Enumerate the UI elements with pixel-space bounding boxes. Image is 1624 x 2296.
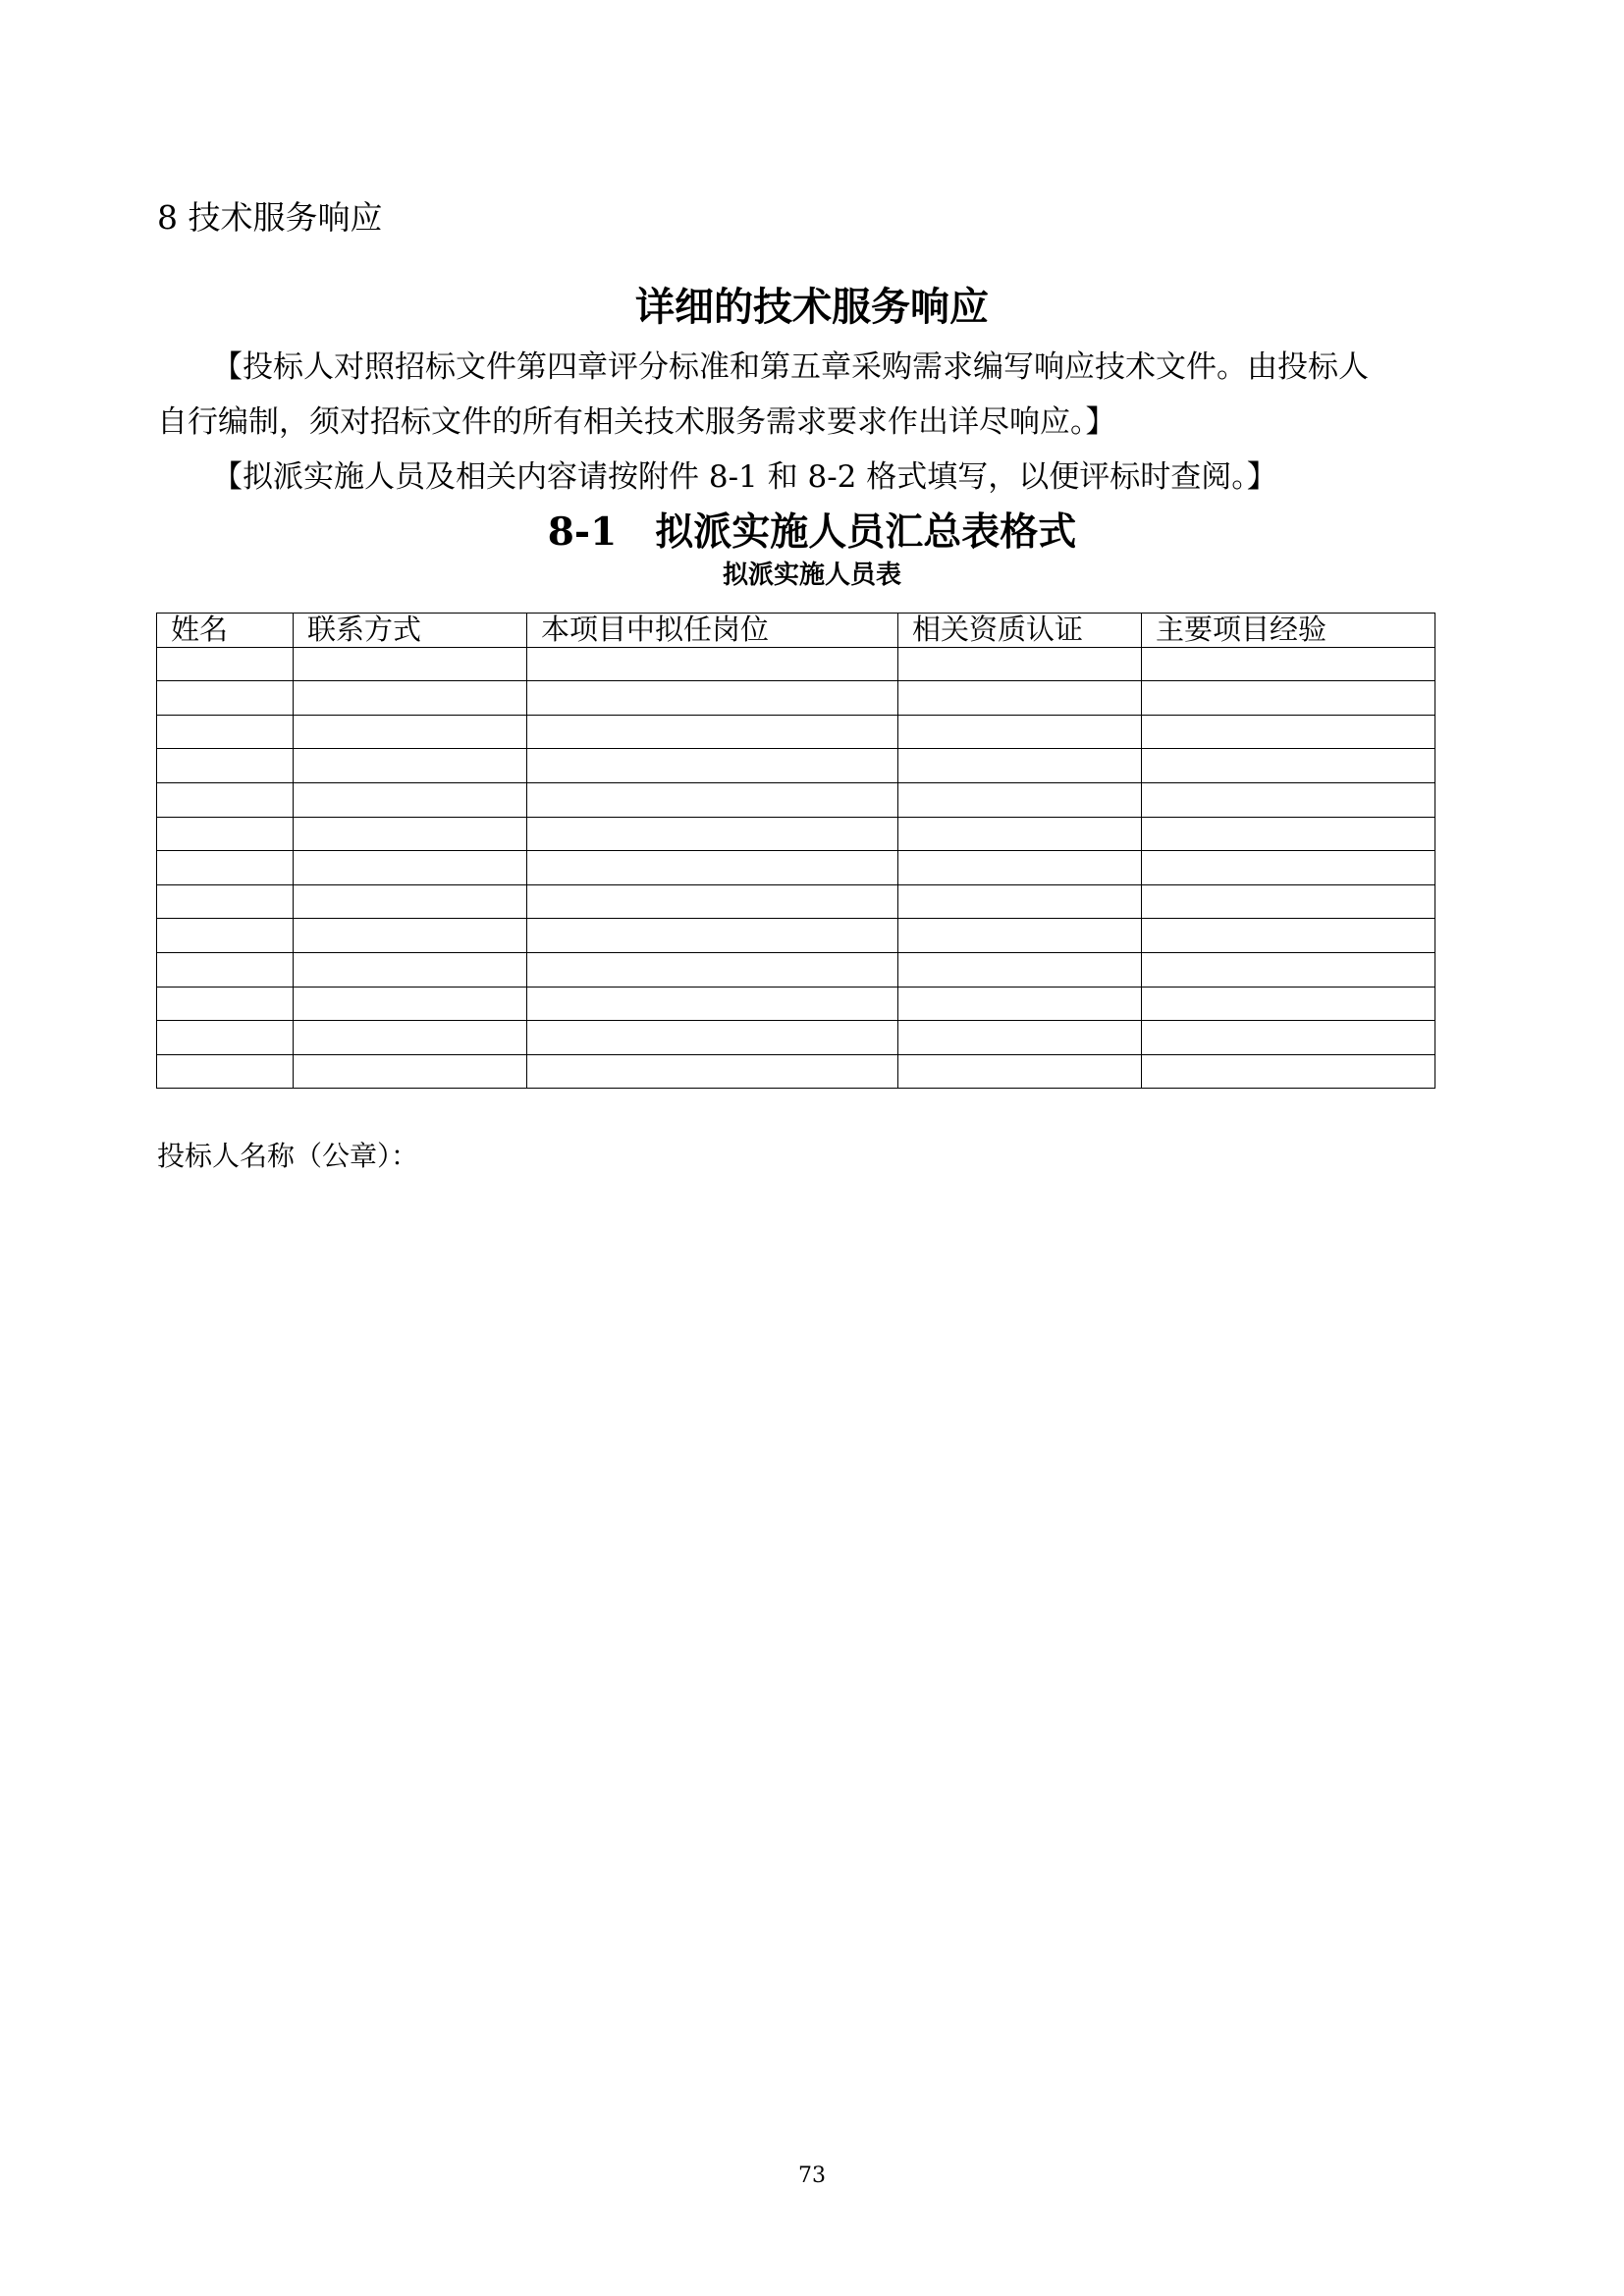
cell-contact: [294, 987, 527, 1021]
table-header-row: [157, 614, 1435, 648]
table-row: [157, 1054, 1435, 1089]
cell-name: [157, 681, 294, 716]
cell-name: [157, 782, 294, 817]
cell-position: [527, 952, 898, 987]
cell-position: [527, 1021, 898, 1055]
instruction-note-line-1: 【投标人对照招标文件第四章评分标准和第五章采购需求编写响应技术文件。由投标人: [212, 349, 1369, 385]
cell-contact: [294, 851, 527, 885]
cell-position: [527, 817, 898, 851]
header-experience: 主要项目经验: [1142, 614, 1435, 648]
cell-certification: [898, 987, 1142, 1021]
staff-table: [156, 613, 1435, 1089]
cell-experience: [1142, 1021, 1435, 1055]
cell-position: [527, 987, 898, 1021]
cell-experience: [1142, 884, 1435, 919]
cell-contact: [294, 715, 527, 749]
cell-position: [527, 749, 898, 783]
table-row: [157, 1021, 1435, 1055]
cell-position: [527, 919, 898, 953]
cell-experience: [1142, 715, 1435, 749]
cell-name: [157, 884, 294, 919]
table-row: [157, 987, 1435, 1021]
cell-name: [157, 1021, 294, 1055]
table-row: [157, 647, 1435, 681]
cell-contact: [294, 884, 527, 919]
table-row: [157, 681, 1435, 716]
table-row: [157, 749, 1435, 783]
table-row: [157, 817, 1435, 851]
cell-experience: [1142, 851, 1435, 885]
cell-name: [157, 715, 294, 749]
cell-certification: [898, 782, 1142, 817]
table-row: [157, 851, 1435, 885]
table-row: [157, 952, 1435, 987]
cell-name: [157, 987, 294, 1021]
cell-name: [157, 851, 294, 885]
cell-position: [527, 715, 898, 749]
header-contact: 联系方式: [294, 614, 527, 648]
cell-name: [157, 919, 294, 953]
section-heading: 8 技术服务响应: [157, 198, 383, 237]
cell-experience: [1142, 987, 1435, 1021]
cell-certification: [898, 851, 1142, 885]
cell-contact: [294, 1021, 527, 1055]
cell-position: [527, 1054, 898, 1089]
cell-name: [157, 749, 294, 783]
cell-contact: [294, 749, 527, 783]
staff-table-body: [157, 647, 1435, 1089]
cell-name: [157, 817, 294, 851]
cell-contact: [294, 782, 527, 817]
cell-experience: [1142, 817, 1435, 851]
cell-name: [157, 647, 294, 681]
table-row: [157, 715, 1435, 749]
cell-experience: [1142, 919, 1435, 953]
cell-experience: [1142, 952, 1435, 987]
cell-certification: [898, 919, 1142, 953]
form-subtitle: 8-1 拟派实施人员汇总表格式: [547, 509, 1077, 555]
cell-certification: [898, 884, 1142, 919]
instruction-note-line-2: 自行编制，须对招标文件的所有相关技术服务需求要求作出详尽响应。】: [157, 404, 1116, 440]
cell-certification: [898, 1021, 1142, 1055]
cell-contact: [294, 919, 527, 953]
cell-position: [527, 782, 898, 817]
instruction-note-staff: 【拟派实施人员及相关内容请按附件 8-1 和 8-2 格式填写，以便评标时查阅。】: [212, 459, 1277, 495]
cell-contact: [294, 647, 527, 681]
table-row: [157, 782, 1435, 817]
cell-contact: [294, 952, 527, 987]
cell-contact: [294, 681, 527, 716]
cell-position: [527, 681, 898, 716]
cell-experience: [1142, 782, 1435, 817]
cell-name: [157, 952, 294, 987]
cell-experience: [1142, 1054, 1435, 1089]
cell-experience: [1142, 647, 1435, 681]
header-position: 本项目中拟任岗位: [527, 614, 898, 648]
cell-contact: [294, 1054, 527, 1089]
cell-certification: [898, 647, 1142, 681]
cell-experience: [1142, 681, 1435, 716]
table-caption: 拟派实施人员表: [722, 561, 901, 590]
cell-position: [527, 851, 898, 885]
table-row: [157, 919, 1435, 953]
cell-certification: [898, 817, 1142, 851]
bidder-signature-label: 投标人名称（公章）：: [157, 1140, 419, 1172]
cell-name: [157, 1054, 294, 1089]
cell-position: [527, 647, 898, 681]
table-row: [157, 884, 1435, 919]
page-number: 73: [798, 2163, 826, 2188]
cell-certification: [898, 681, 1142, 716]
cell-contact: [294, 817, 527, 851]
cell-experience: [1142, 749, 1435, 783]
cell-certification: [898, 749, 1142, 783]
cell-position: [527, 884, 898, 919]
header-certification: 相关资质认证: [898, 614, 1142, 648]
header-name: 姓名: [157, 614, 294, 648]
cell-certification: [898, 952, 1142, 987]
cell-certification: [898, 715, 1142, 749]
cell-certification: [898, 1054, 1142, 1089]
document-title: 详细的技术服务响应: [635, 285, 989, 330]
